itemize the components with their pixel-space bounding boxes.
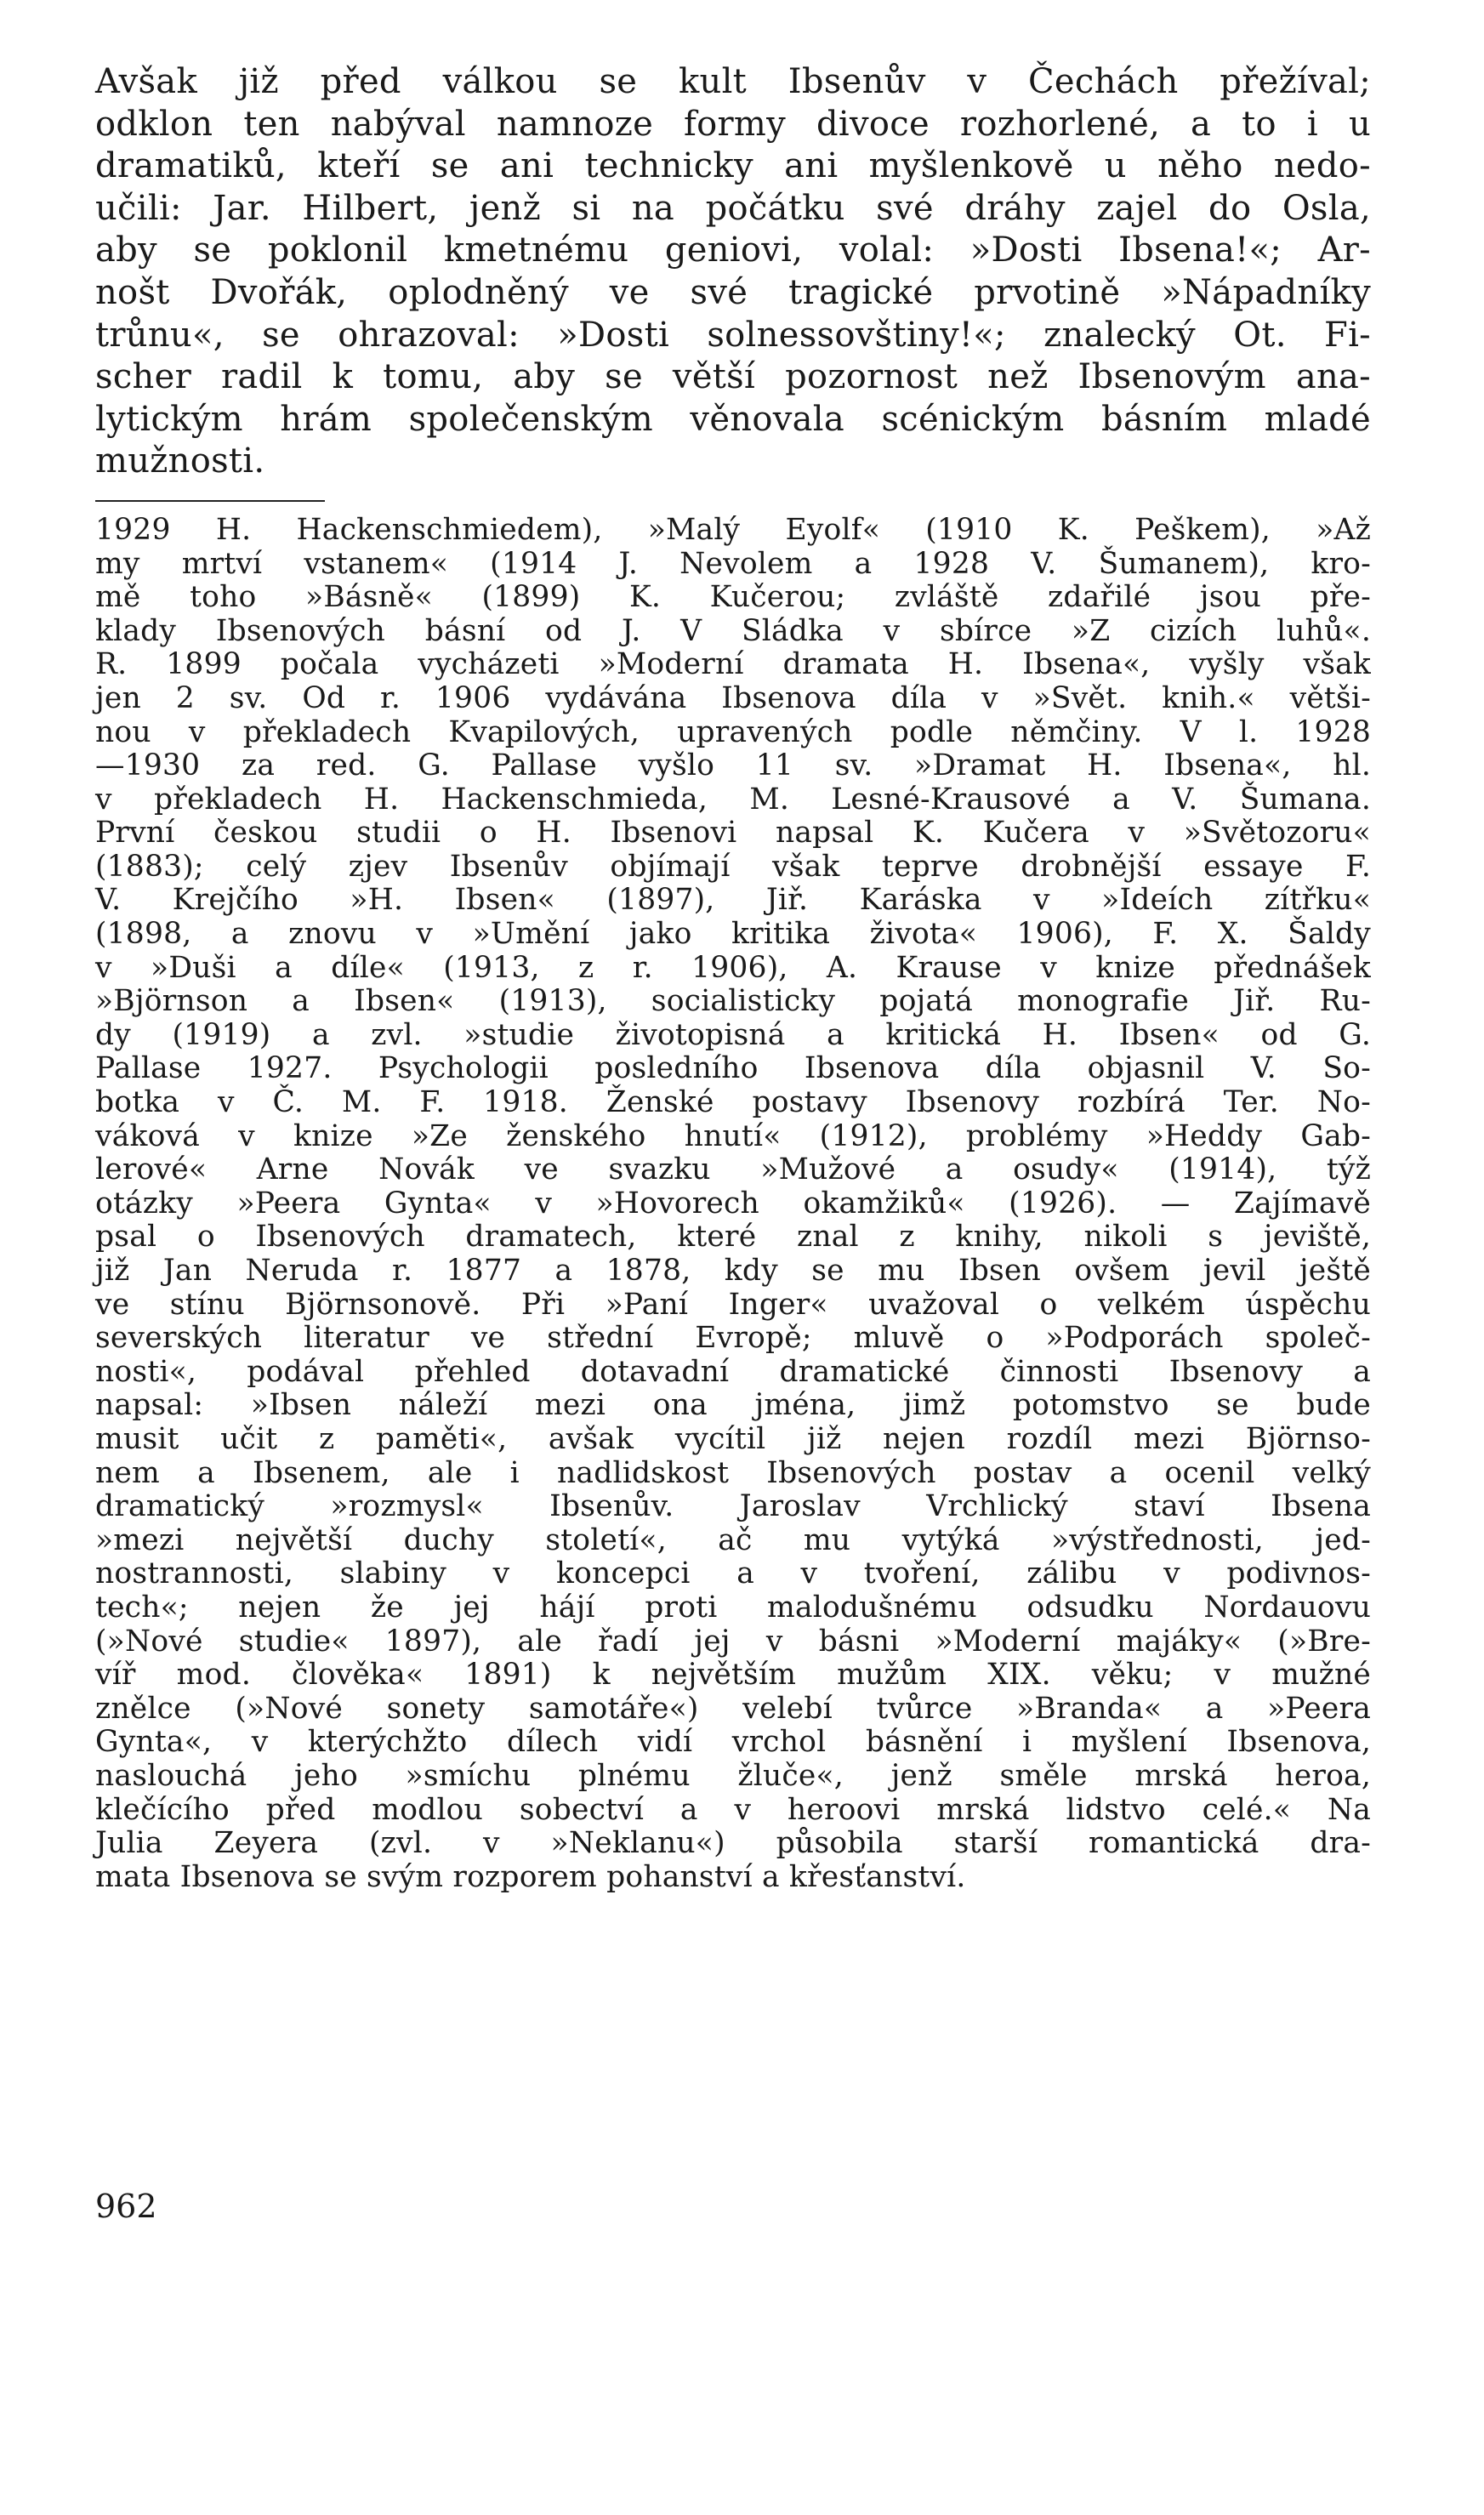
- footnote-line: dramatický »rozmysl« Ibsenův. Jaroslav Vrchlický staví Ibsena: [95, 1489, 1371, 1524]
- footnote-line: R. 1899 počala vycházeti »Moderní dramata H. Ibsena«, vyšly však: [95, 647, 1371, 682]
- footnote-line: botka v Č. M. F. 1918. Ženské postavy Ibsenovy rozbírá Ter. No-: [95, 1085, 1371, 1120]
- footnote-line: napsal: »Ibsen náleží mezi ona jména, jimž potomstvo se bude: [95, 1388, 1371, 1423]
- footnote-line: (»Nové studie« 1897), ale řadí jej v básni »Moderní majáky« (»Bre-: [95, 1624, 1371, 1659]
- footnote-line: v »Duši a díle« (1913, z r. 1906), A. Krause v knize přednášek: [95, 950, 1371, 985]
- footnote-line: víř mod. člověka« 1891) k největším mužům XIX. věku; v mužné: [95, 1658, 1371, 1693]
- page-content: [95, 61, 1371, 1894]
- footnote-line: klady Ibsenových básní od J. V Sládka v sbírce »Z cizích luhů«.: [95, 613, 1371, 648]
- footnote-line: my mrtví vstanem« (1914 J. Nevolem a 1928 V. Šumanem), kro-: [95, 546, 1371, 581]
- body-line: scher radil k tomu, aby se větší pozornost než Ibsenovým ana-: [95, 357, 1371, 397]
- footnote-line: severských literatur ve střední Evropě; mluvě o »Podporách společ-: [95, 1321, 1371, 1356]
- footnote-line: tech«; nejen že jej hájí proti malodušnému odsudku Nordauovu: [95, 1590, 1371, 1625]
- footnote-line: V. Krejčího »H. Ibsen« (1897), Jiř. Karáska v »Ideích zítřku«: [95, 883, 1371, 918]
- footnote-line: ve stínu Björnsonově. Při »Paní Inger« uvažoval o velkém úspěchu: [95, 1287, 1371, 1322]
- main-paragraph: [95, 61, 1371, 483]
- body-line: trůnu«, se ohrazoval: »Dosti solnessovštiny!«; znalecký Ot. Fi-: [95, 315, 1371, 355]
- footnote-line: naslouchá jeho »smíchu plnému žluče«, jenž směle mrská heroa,: [95, 1758, 1371, 1793]
- footnote-line: nosti«, podával přehled dotavadní dramatické činnosti Ibsenovy a: [95, 1354, 1371, 1389]
- footnote-line: (1898, a znovu v »Umění jako kritika života« 1906), F. X. Šaldy: [95, 917, 1371, 952]
- body-line: mužnosti.: [95, 441, 265, 481]
- body-line: odklon ten nabýval namnoze formy divoce rozhorlené, a to i u: [95, 104, 1371, 144]
- body-line: aby se poklonil kmetnému geniovi, volal: »Dosti Ibsena!«; Ar-: [95, 230, 1371, 270]
- body-line: nošt Dvořák, oplodněný ve své tragické prvotině »Nápadníky: [95, 272, 1371, 312]
- footnote-separator: [95, 500, 325, 502]
- footnote-line: dy (1919) a zvl. »studie životopisná a kritická H. Ibsen« od G.: [95, 1017, 1371, 1052]
- footnote-line: nem a Ibsenem, ale i nadlidskost Ibsenových postav a ocenil velký: [95, 1455, 1371, 1490]
- footnote-line: mě toho »Básně« (1899) K. Kučerou; zvláště zdařilé jsou pře-: [95, 580, 1371, 615]
- body-line: Avšak již před válkou se kult Ibsenův v Čechách přežíval;: [95, 62, 1371, 101]
- footnote-line: lerové« Arne Novák ve svazku »Mužové a osudy« (1914), týž: [95, 1152, 1371, 1187]
- body-line: dramatiků, kteří se ani technicky ani myšlenkově u něho nedo-: [95, 146, 1371, 186]
- page-number: 962: [95, 2188, 157, 2225]
- footnote-line: První českou studii o H. Ibsenovi napsal K. Kučera v »Světozoru«: [95, 816, 1371, 851]
- footnote-line: Gynta«, v kterýchžto dílech vidí vrchol básnění i myšlení Ibsenova,: [95, 1725, 1371, 1760]
- footnote-line: musit učit z paměti«, avšak vycítil již nejen rozdíl mezi Björnso-: [95, 1421, 1371, 1456]
- footnote-line: —1930 za red. G. Pallase vyšlo 11 sv. »Dramat H. Ibsena«, hl.: [95, 748, 1371, 783]
- footnote-line: mata Ibsenova se svým rozporem pohanství a křesťanství.: [95, 1859, 966, 1894]
- footnote-block: [95, 514, 1371, 1894]
- footnote-line: (1883); celý zjev Ibsenův objímají však teprve drobnější essaye F.: [95, 849, 1371, 884]
- body-line: lytickým hrám společenským věnovala scénickým básním mladé: [95, 399, 1371, 439]
- footnote-line: psal o Ibsenových dramatech, které znal z knihy, nikoli s jeviště,: [95, 1220, 1371, 1255]
- footnote-line: váková v knize »Ze ženského hnutí« (1912), problémy »Heddy Gab-: [95, 1118, 1371, 1153]
- footnote-line: nostrannosti, slabiny v koncepci a v tvoření, zálibu v podivnos-: [95, 1556, 1371, 1591]
- footnote-line: jen 2 sv. Od r. 1906 vydávána Ibsenova díla v »Svět. knih.« větši-: [95, 680, 1371, 715]
- footnote-line: znělce (»Nové sonety samotáře«) velebí tvůrce »Branda« a »Peera: [95, 1691, 1371, 1726]
- footnote-line: již Jan Neruda r. 1877 a 1878, kdy se mu Ibsen ovšem jevil ještě: [95, 1254, 1371, 1288]
- footnote-line: Pallase 1927. Psychologii posledního Ibsenova díla objasnil V. So-: [95, 1051, 1371, 1086]
- footnote-line: v překladech H. Hackenschmieda, M. Lesné-Krausové a V. Šumana.: [95, 782, 1371, 817]
- footnote-line: »mezi největší duchy století«, ač mu vytýká »výstřednosti, jed-: [95, 1522, 1371, 1557]
- footnote-line: klečícího před modlou sobectví a v heroovi mrská lidstvo celé.« Na: [95, 1792, 1371, 1827]
- body-line: učili: Jar. Hilbert, jenž si na počátku své dráhy zajel do Osla,: [95, 188, 1371, 228]
- footnote-line: otázky »Peera Gynta« v »Hovorech okamžiků« (1926). — Zajímavě: [95, 1186, 1371, 1221]
- footnote-line: 1929 H. Hackenschmiedem), »Malý Eyolf« (1910 K. Peškem), »Až: [95, 512, 1371, 547]
- footnote-line: »Björnson a Ibsen« (1913), socialisticky pojatá monografie Jiř. Ru-: [95, 984, 1371, 1019]
- footnote-line: Julia Zeyera (zvl. v »Neklanu«) působila starší romantická dra-: [95, 1826, 1371, 1861]
- footnote-line: nou v překladech Kvapilových, upravených podle němčiny. V l. 1928: [95, 714, 1371, 749]
